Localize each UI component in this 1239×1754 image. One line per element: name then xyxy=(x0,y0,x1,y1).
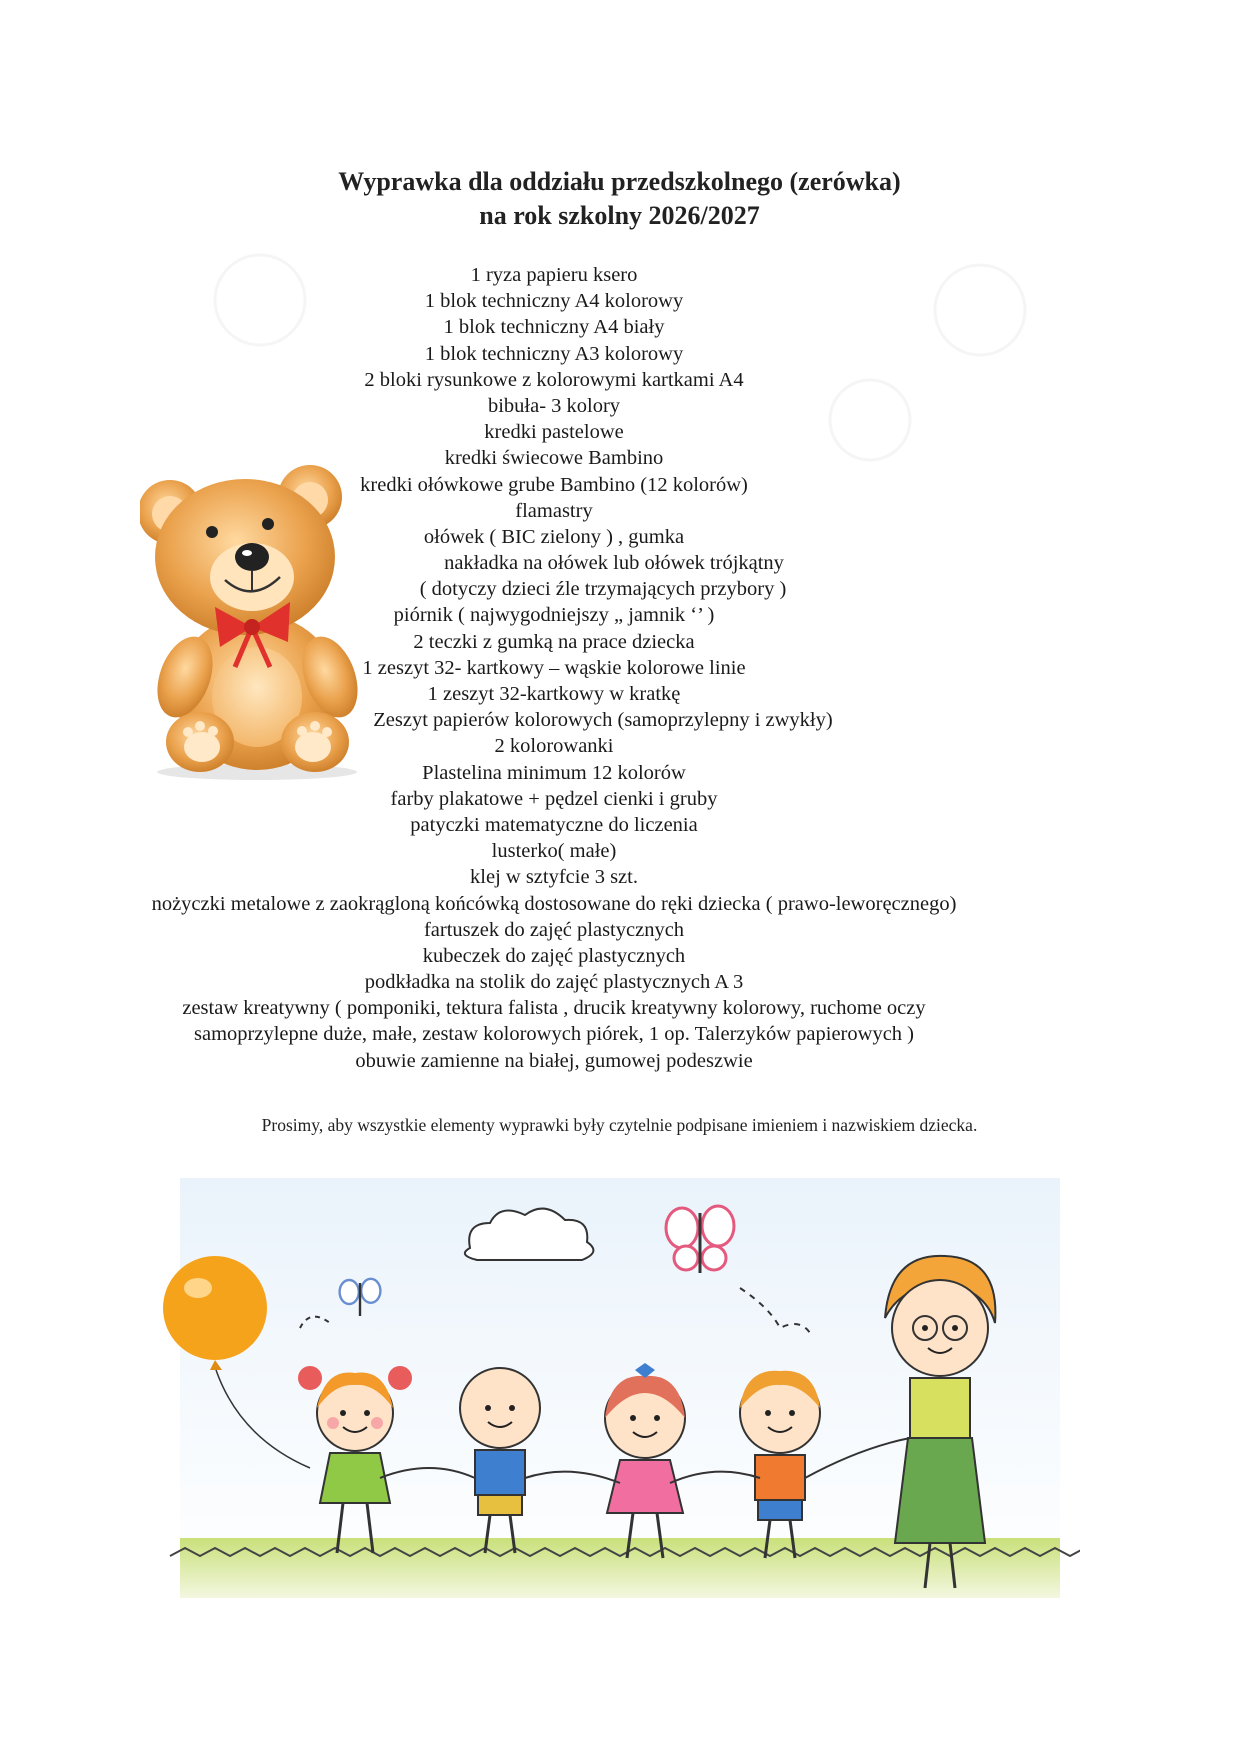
list-item-text: podkładka na stolik do zajęć plastycznych A 3 xyxy=(364,971,744,994)
list-item-text: 1 zeszyt 32- kartkowy – wąskie kolorowe linie xyxy=(362,656,746,679)
list-item xyxy=(0,864,1239,890)
list-item xyxy=(0,838,1239,864)
list-item-text: piórnik ( najwygodniejszy „ jamnik ‘’ ) xyxy=(393,604,715,627)
list-item xyxy=(0,393,1239,419)
list-item-text: kredki świecowe Bambino xyxy=(444,447,664,470)
list-item-text: 1 blok techniczny A3 kolorowy xyxy=(424,342,684,365)
list-item-text: klej w sztyfcie 3 szt. xyxy=(470,866,638,889)
list-item xyxy=(0,812,1239,838)
list-item xyxy=(0,917,1239,943)
list-item-text: lusterko( małe) xyxy=(491,840,617,863)
list-item xyxy=(0,786,1239,812)
list-item-text: zestaw kreatywny ( pomponiki, tektura falista , drucik kreatywny kolorowy, ruchome oczy xyxy=(182,997,926,1020)
teddy-bear-illustration xyxy=(140,452,375,782)
labeling-note: Prosimy, aby wszystkie elementy wyprawki były czytelnie podpisane imieniem i nazwiskiem dziecka. xyxy=(261,1115,978,1135)
list-item-text: 1 zeszyt 32-kartkowy w kratkę xyxy=(427,683,681,705)
list-item-text: Plastelina minimum 12 kolorów xyxy=(422,761,686,784)
list-item-text: farby plakatowe + pędzel cienki i gruby xyxy=(390,787,718,810)
list-item-text: bibuła- 3 kolory xyxy=(487,394,621,417)
list-item-text: obuwie zamienne na białej, gumowej podeszwie xyxy=(355,1049,753,1072)
list-item xyxy=(0,1021,1239,1047)
list-item-text: kredki ołówkowe grube Bambino (12 kolorów) xyxy=(360,473,748,496)
list-item-text: kredki pastelowe xyxy=(484,421,624,444)
title-line-1: Wyprawka dla oddziału przedszkolnego (zerówka) xyxy=(338,167,901,196)
list-item-text: 2 bloki rysunkowe z kolorowymi kartkami A4 xyxy=(364,368,744,391)
list-item-text: ( dotyczy dzieci źle trzymających przybory ) xyxy=(419,578,787,601)
children-with-teacher-illustration xyxy=(160,1178,1080,1608)
list-item-text: 1 blok techniczny A4 kolorowy xyxy=(424,290,684,313)
list-item-text: kubeczek do zajęć plastycznych xyxy=(422,944,686,967)
list-item-text: nożyczki metalowe z zaokrągloną końcówką dostosowane do ręki dziecka ( prawo-leworęcznego) xyxy=(151,892,957,915)
list-item-text: 2 kolorowanki xyxy=(494,735,614,758)
list-item-text: flamastry xyxy=(515,499,593,522)
list-item xyxy=(0,314,1239,340)
list-item xyxy=(0,288,1239,314)
list-item-text: 1 blok techniczny A4 biały xyxy=(443,316,665,339)
list-item-text: ołówek ( BIC zielony ) , gumka xyxy=(423,525,685,548)
list-item-text: fartuszek do zajęć plastycznych xyxy=(423,918,685,941)
list-item xyxy=(0,1048,1239,1074)
list-item-text: samoprzylepne duże, małe, zestaw kolorowych piórek, 1 op. Talerzyków papierowych ) xyxy=(194,1023,914,1046)
list-item xyxy=(0,262,1239,288)
list-item xyxy=(0,341,1239,367)
list-item-text: patyczki matematyczne do liczenia xyxy=(410,813,698,836)
list-item xyxy=(0,943,1239,969)
list-item-text: 2 teczki z gumką na prace dziecka xyxy=(413,630,695,653)
list-item xyxy=(0,969,1239,995)
list-item xyxy=(0,995,1239,1021)
title-line-2: na rok szkolny 2026/2027 xyxy=(479,201,760,230)
list-item-text: Zeszyt papierów kolorowych (samoprzylepny i zwykły) xyxy=(373,709,833,732)
list-item-text: nakładka na ołówek lub ołówek trójkątny xyxy=(444,552,784,575)
list-item xyxy=(0,367,1239,393)
list-item-text: 1 ryza papieru ksero xyxy=(470,264,638,286)
list-item xyxy=(0,419,1239,445)
list-item xyxy=(0,891,1239,917)
